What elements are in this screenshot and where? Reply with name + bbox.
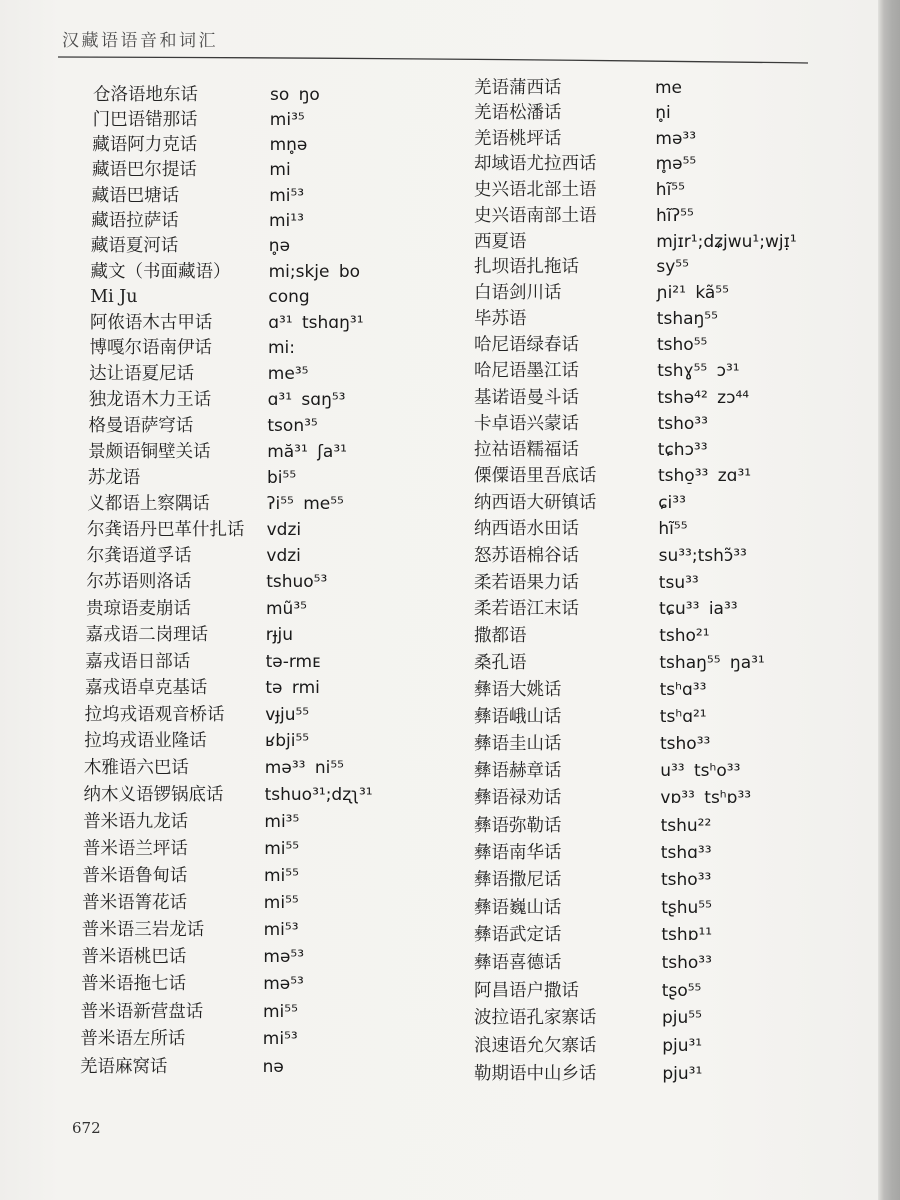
word-form: tsho³³: [661, 870, 712, 891]
language-name: 纳西语大研镇话: [474, 492, 597, 513]
language-name: 纳木义语锣锅底话: [83, 784, 224, 805]
word-form: vdzi: [266, 546, 301, 567]
entry-row: [0, 543, 880, 569]
word-form: mi⁵⁵: [263, 1001, 298, 1022]
language-name: 彝语武定话: [474, 925, 562, 946]
word-form: tɕu³³ ia³³: [659, 599, 738, 620]
word-form: mə³³: [655, 128, 697, 149]
language-name: 尔龚语道孚话: [86, 546, 192, 567]
word-form: tsho⁵⁵: [657, 335, 708, 356]
language-name: 藏文（书面藏语）: [90, 261, 231, 282]
entry-row: [0, 596, 880, 622]
entry-row: [0, 411, 880, 437]
entry-row: [0, 922, 880, 948]
word-form: hĩ⁵⁵: [658, 519, 688, 540]
entry-row: [0, 1061, 880, 1087]
word-form: tsho³³: [661, 952, 712, 973]
word-form: ʁbji⁵⁵: [265, 731, 310, 752]
word-form: vdzi: [266, 519, 302, 540]
word-form: tshaŋ⁵⁵: [656, 309, 718, 330]
language-name: 却域语尤拉西话: [474, 154, 597, 175]
language-name: 独龙语木力王话: [88, 389, 212, 410]
entry-row: [0, 490, 880, 516]
entry-row: [0, 813, 880, 839]
word-form: mũ³⁵: [266, 598, 307, 619]
word-form: mi⁵³: [263, 919, 299, 940]
entry-row: [0, 785, 880, 811]
language-name: 苏龙语: [87, 467, 141, 488]
word-form: so ŋo: [270, 85, 320, 105]
entry-row: [0, 203, 880, 229]
word-form: mn̥ə: [269, 135, 308, 156]
language-name: 彝语峨山话: [474, 706, 562, 727]
language-name: 普米语左所话: [80, 1029, 186, 1050]
language-name: 拉坞戎语业隆话: [84, 731, 207, 752]
page-number: 672: [72, 1119, 101, 1137]
word-form: mi¹³: [269, 210, 304, 231]
language-name: 纳西语水田话: [474, 519, 579, 540]
entry-row: [0, 177, 880, 203]
word-form: ɑ³¹ tshɑŋ³¹: [268, 312, 364, 333]
language-name: 柔若语江末话: [474, 599, 579, 620]
word-form: tshɒ¹¹: [661, 925, 713, 946]
word-form: mi⁵³: [262, 1029, 298, 1050]
language-name: 浪速语允欠寨话: [474, 1036, 597, 1057]
language-name: 格曼语萨穹话: [88, 415, 194, 436]
language-name: 景颇语铜壁关话: [88, 441, 211, 462]
language-name: 史兴语南部土语: [474, 205, 597, 226]
word-form: me: [655, 78, 683, 98]
language-name: 藏语巴尔提话: [91, 160, 197, 181]
language-name: 桑孔语: [474, 652, 527, 673]
language-name: 哈尼语墨江话: [474, 361, 579, 382]
word-form: vɒ³³ tsʰɒ³³: [660, 788, 752, 809]
word-form: pju³¹: [662, 1063, 703, 1084]
entry-row: [0, 306, 880, 332]
word-form: bi⁵⁵: [267, 467, 297, 488]
word-form: sy⁵⁵: [656, 257, 689, 278]
entry-row: [0, 1033, 880, 1059]
word-form: u³³ tsʰo³³: [660, 761, 741, 782]
language-name: 阿昌语户撒话: [474, 980, 579, 1001]
word-form: rɟju: [265, 625, 294, 646]
word-form: tsho̠³³ zɑ³¹: [658, 466, 752, 487]
language-name: 普米语鲁甸话: [82, 865, 188, 886]
language-name: 嘉戎语日部话: [85, 651, 191, 672]
word-form: mi: [269, 160, 291, 181]
entry-row: [0, 840, 880, 866]
language-name: 拉坞戎语观音桥话: [84, 704, 225, 725]
entry-row: [0, 151, 880, 177]
word-form: tshuo⁵³: [266, 572, 328, 593]
entry-row: [0, 731, 880, 757]
language-name: 木雅语六巴话: [83, 758, 189, 779]
entry-row: [0, 623, 880, 649]
language-name: Mi Ju: [90, 287, 138, 308]
word-form: mi⁵³: [269, 185, 305, 206]
language-name: 卡卓语兴蒙话: [474, 413, 579, 434]
word-form: tə-rmᴇ: [265, 651, 321, 672]
language-name: 哈尼语绿春话: [474, 335, 579, 356]
word-form: me³⁵: [267, 364, 309, 385]
language-name: 博嘎尔语南伊话: [89, 338, 212, 359]
language-name: 毕苏语: [474, 309, 527, 330]
language-name: 普米语桃巴话: [81, 947, 187, 968]
word-form: tsu³³: [658, 572, 699, 593]
language-name: 普米语拖七话: [81, 974, 187, 995]
word-form: tshɑ³³: [660, 842, 712, 863]
language-name: 阿侬语木古甲话: [89, 312, 213, 333]
word-form: tshɣ⁵⁵ ɔ³¹: [657, 361, 740, 382]
word-form: tʂo⁵⁵: [661, 980, 702, 1001]
entry-row: [0, 126, 880, 152]
word-form: ɲi²¹ kã⁵⁵: [656, 283, 729, 304]
language-name: 羌语麻窝话: [80, 1056, 168, 1077]
entry-row: [0, 895, 880, 921]
language-name: 嘉戎语二岗理话: [85, 625, 209, 646]
language-name: 彝语撒尼话: [474, 870, 562, 891]
word-form: n̥i: [655, 103, 671, 124]
word-form: su³³;tshɔ̃³³: [658, 545, 747, 566]
word-form: tɕhɔ³³: [657, 440, 708, 461]
word-form: pju³¹: [662, 1036, 703, 1057]
word-form: mi⁵⁵: [263, 892, 299, 913]
entry-row: [0, 1005, 880, 1031]
language-name: 尔苏语则洛话: [86, 572, 192, 593]
entry-row: [0, 758, 880, 784]
language-name: 藏语阿力克话: [92, 135, 198, 156]
entry-row: [0, 650, 880, 676]
word-form: n̥ə: [268, 236, 291, 257]
word-form: mə⁵³: [263, 947, 305, 968]
language-name: 基诺语曼斗话: [474, 387, 579, 408]
word-form: tshə⁴² zɔ⁴⁴: [657, 387, 750, 408]
language-name: 仓洛语地东话: [93, 85, 198, 105]
word-form: mi:: [268, 338, 296, 359]
language-name: 扎坝语扎拖话: [474, 257, 579, 278]
word-form: ɑ³¹ sɑŋ⁵³: [267, 389, 346, 410]
entry-row: [0, 100, 880, 126]
word-form: mi³⁵: [269, 110, 305, 131]
language-name: 撒都语: [474, 626, 527, 647]
language-name: 拉祜语糯福话: [474, 440, 579, 461]
entry-row: [0, 867, 880, 893]
word-form: hĩʔ⁵⁵: [656, 205, 694, 226]
entry-row: [0, 950, 880, 976]
word-form: cong: [268, 287, 310, 308]
language-name: 怒苏语棉谷话: [474, 545, 579, 566]
running-head: 汉藏语语音和词汇: [62, 31, 218, 51]
word-form: mə³³ ni⁵⁵: [264, 758, 344, 779]
word-form: tshaŋ⁵⁵ ŋa³¹: [659, 652, 765, 673]
word-form: mă³¹ ʃa³¹: [267, 441, 347, 462]
entry-row: [0, 463, 880, 489]
language-name: 勒期语中山乡话: [474, 1063, 597, 1084]
language-name: 普米语新营盘话: [80, 1001, 204, 1022]
language-name: 波拉语孔家寨话: [474, 1008, 597, 1029]
entry-row: [0, 677, 880, 703]
language-name: 西夏语: [474, 231, 527, 252]
language-name: 藏语拉萨话: [91, 210, 179, 231]
language-name: 达让语夏尼话: [89, 364, 195, 385]
word-form: m̥ə⁵⁵: [655, 154, 697, 175]
word-form: mjɪr¹;dʑjwu¹;wjɪ̣¹: [656, 231, 797, 252]
word-form: mi⁵⁵: [264, 838, 300, 859]
language-name: 彝语南华话: [474, 842, 562, 863]
word-form: tsho³³: [657, 413, 708, 434]
word-form: tsho³³: [660, 733, 711, 754]
word-form: mi⁵⁵: [264, 865, 299, 886]
language-name: 普米语箐花话: [82, 892, 188, 913]
language-name: 彝语喜德话: [474, 952, 562, 973]
entry-row: [0, 332, 880, 358]
language-name: 彝语巍山话: [474, 897, 562, 918]
page-edge-shadow: [878, 0, 900, 1200]
language-name: 羌语松潘话: [474, 103, 562, 124]
word-form: nə: [262, 1056, 284, 1077]
word-form: mi³⁵: [264, 811, 300, 832]
word-form: vɟju⁵⁵: [265, 704, 310, 725]
language-name: 彝语大姚话: [474, 679, 562, 700]
word-form: tsʰɑ²¹: [659, 706, 707, 727]
entry-row: [0, 75, 880, 101]
language-name: 羌语蒲西话: [474, 78, 562, 98]
word-form: tson³⁵: [267, 415, 318, 436]
language-name: 普米语兰坪话: [82, 838, 188, 859]
language-name: 藏语夏河话: [90, 236, 179, 257]
word-form: tshuo³¹;dʐʅ³¹: [264, 784, 373, 805]
word-form: tsho²¹: [659, 626, 710, 647]
language-name: 义都语上察隅话: [87, 493, 210, 514]
entry-row: [0, 229, 880, 255]
language-name: 嘉戎语卓克基话: [84, 678, 208, 699]
language-name: 藏语巴塘话: [91, 185, 180, 206]
word-form: tsʰɑ³³: [659, 679, 707, 700]
language-name: 彝语禄劝话: [474, 788, 562, 809]
entry-row: [0, 254, 880, 280]
word-form: tʂhu⁵⁵: [661, 897, 712, 918]
word-form: ʔi⁵⁵ me⁵⁵: [266, 493, 344, 514]
language-name: 普米语九龙话: [83, 811, 189, 832]
language-name: 尔龚语丹巴革什扎话: [87, 519, 245, 540]
language-name: 贵琼语麦崩话: [86, 598, 191, 619]
entry-row: [0, 280, 880, 306]
word-form: tshu²²: [660, 815, 712, 836]
language-name: 柔若语果力话: [474, 572, 579, 593]
language-name: 彝语圭山话: [474, 733, 562, 754]
language-name: 门巴语错那话: [92, 110, 198, 131]
entry-row: [0, 385, 880, 411]
entry-row: [0, 978, 880, 1004]
word-form: mi;skje bo: [268, 261, 361, 282]
word-form: ɕi³³: [658, 492, 686, 513]
language-name: 普米语三岩龙话: [81, 919, 205, 940]
word-form: hĩ⁵⁵: [655, 180, 685, 201]
language-name: 彝语赫章话: [474, 761, 562, 782]
word-form: tə rmi: [265, 678, 320, 699]
entry-row: [0, 570, 880, 596]
language-name: 白语剑川话: [474, 283, 562, 304]
entry-row: [0, 516, 880, 542]
entry-row: [0, 704, 880, 730]
word-form: mə⁵³: [263, 974, 304, 995]
entry-row: [0, 358, 880, 384]
language-name: 傈僳语里吾底话: [474, 466, 597, 487]
language-name: 羌语桃坪话: [474, 128, 562, 149]
language-name: 彝语弥勒话: [474, 815, 562, 836]
language-name: 史兴语北部土语: [474, 180, 597, 201]
word-form: pju⁵⁵: [662, 1008, 702, 1029]
entry-row: [0, 437, 880, 463]
